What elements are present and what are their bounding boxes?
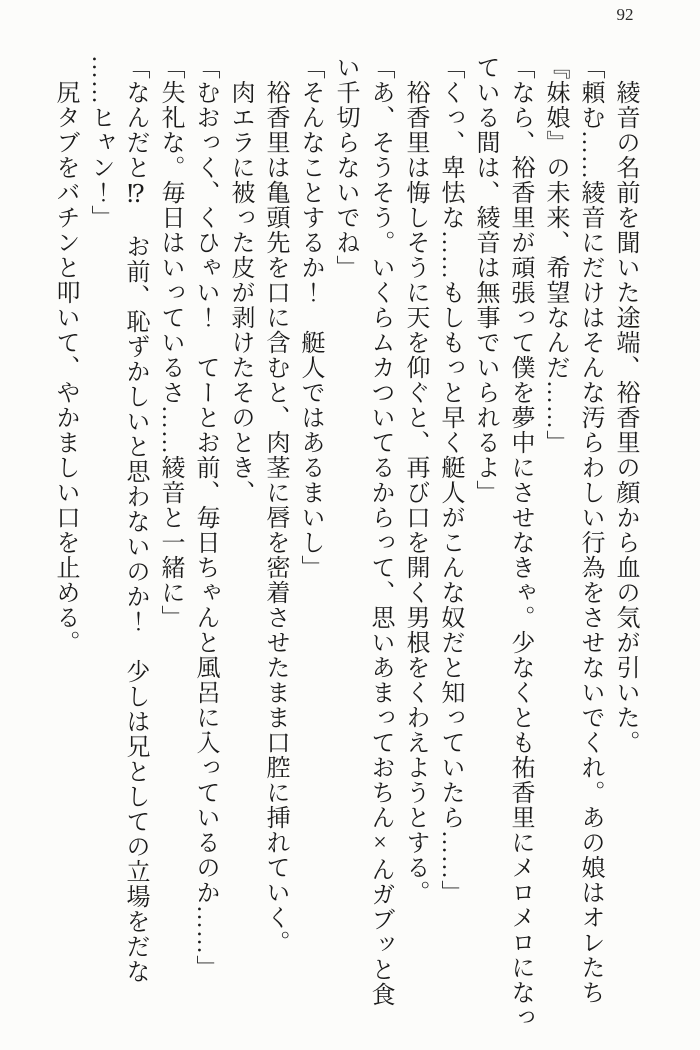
text-line: 「むおっく、くひゃい！ てーとお前、毎日ちゃんと風呂に入っているのか……」 [192, 55, 218, 980]
text-line: 「失礼な。毎日はいっているさ……綾音と一緒に」 [157, 55, 183, 630]
text-line: 「そんなことするか！ 艇人ではあるまいし」 [297, 55, 323, 580]
text-line: 「なら、裕香里が頑張って僕を夢中にさせなきゃ。少なくとも祐香里にメロメロになっ [507, 55, 533, 1030]
text-line: 「あ、そうそう。いくらムカついてるからって、思いあまっておちん×んガブッと食 [367, 55, 393, 1007]
text-line: 「なんだと⁉ お前、恥ずかしいと思わないのか！ 少しは兄としての立場をだな [122, 55, 148, 984]
text-line: 綾音の名前を聞いた途端、裕香里の顔から血の気が引いた。 [612, 55, 638, 755]
page-number: 92 [616, 5, 634, 24]
text-line: い千切らないでね」 [332, 55, 358, 280]
text-line: 裕香里は悔しそうに天を仰ぐと、再び口を開く男根をくわえようとする。 [402, 55, 428, 905]
text-line: 「くっ、卑怯な……もしもっと早く艇人がこんな奴だと知っていたら……」 [437, 55, 463, 905]
text-line: 「頼む……綾音にだけはそんな汚らわしい行為をさせないでくれ。あの娘はオレたち [577, 55, 603, 1005]
text-line: 『妹娘』の未来、希望なんだ……」 [542, 55, 568, 455]
page-text [47, 55, 642, 1030]
text-line: 裕香里は亀頭先を口に含むと、肉茎に唇を密着させたまま口腔に挿れていく。 [262, 55, 288, 955]
text-line: ……ヒャン！」 [87, 55, 113, 230]
text-line: 尻タブをバチンと叩いて、やかましい口を止める。 [52, 55, 78, 655]
text-line: ている間は、綾音は無事でいられるよ」 [472, 55, 498, 505]
text-line: 肉エラに被った皮が剥けたそのとき、 [227, 55, 253, 505]
